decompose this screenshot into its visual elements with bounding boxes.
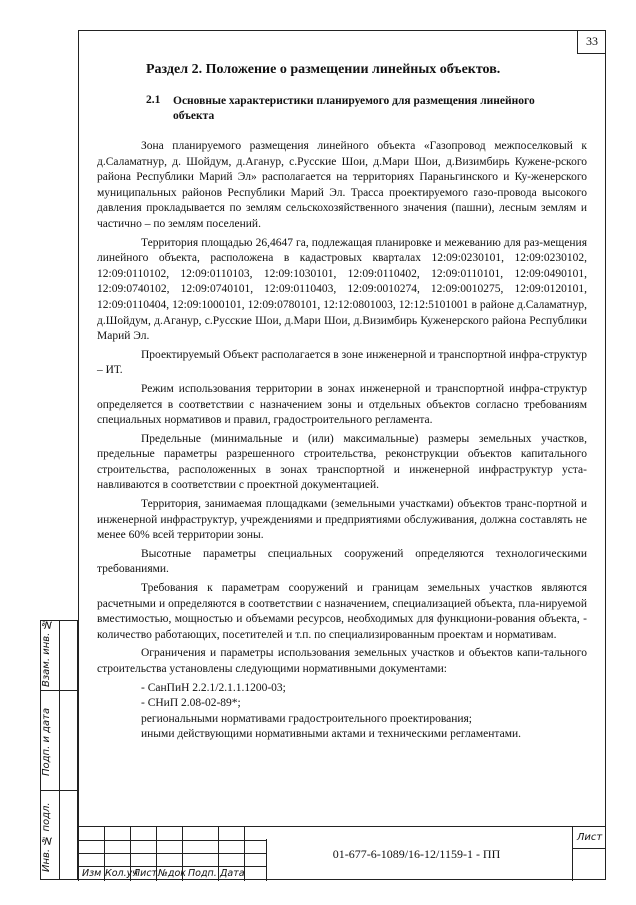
paragraph: Предельные (минимальные и (или) максимальные) размеры земельных участков, предельные параметры разрешенного строительства, реконструкции объектов капитального строительства, расположенных в зонах транспортной и инженерной инфраструктур уста-навливаются в соответствии с проектной документацией. bbox=[97, 432, 587, 492]
subsection-title: Основные характеристики планируемого для размещения линейного объекта bbox=[173, 95, 535, 122]
side-label-inventory: Инв. № подл. bbox=[41, 802, 52, 872]
paragraph: Режим использования территории в зонах инженерной и транспортной инфра-структур определяется в соответствии с назначением зоны и отдельных объектов согласно требованиям специальных нормативов и правил, градостроительного регламента. bbox=[97, 382, 587, 427]
list-item: - СНиП 2.08-02-89*; bbox=[141, 697, 241, 710]
paragraph: Территория, занимаемая площадками (земельными участками) объектов транс-портной и инженерной инфраструктур, учреждениями и предприятиями обслуживания, должна составлять не менее 60% всей территории зоны. bbox=[97, 498, 587, 542]
side-stamp-strip bbox=[40, 620, 78, 880]
list-item: региональными нормативами градостроительного проектирования; bbox=[141, 712, 473, 725]
sheet-box bbox=[572, 827, 606, 881]
page-number: 33 bbox=[577, 30, 606, 54]
section-title: Раздел 2. Положение о размещении линейных объектов. bbox=[146, 62, 501, 77]
paragraph: Зона планируемого размещения линейного объекта «Газопровод межпоселковый к д.Саламатнур, д. Шойдум, д.Агануp, с.Русские Шои, д.Мари Шои, д.Визимбирь Кужене-рского района Республики Марий Эл» располагается на территориях Параньгинского и Ку-женерского муниципальных районов Республики Марий Эл. Трасса проектируемого газо-провода высокого давления прокладывается по землям сельскохозяйственного значения (пашни), лесным землям и частично – по землям поселений. bbox=[97, 140, 587, 230]
revision-grid bbox=[78, 827, 266, 881]
paragraph: Высотные параметры специальных сооружений определяются технологическими требованиями. bbox=[97, 547, 587, 576]
paragraph: Ограничения и параметры использования земельных участков и объектов капи-тального строительства установлены следующими нормативными документами: bbox=[97, 647, 587, 675]
sheet-label: Лист bbox=[573, 827, 606, 849]
header-date: Дата bbox=[220, 868, 245, 879]
document-code: 01-677-6-1089/16-12/1159-1 - ПП bbox=[266, 839, 566, 881]
side-label-signature-date: Подп. и дата bbox=[41, 707, 52, 777]
title-block bbox=[78, 826, 606, 880]
list-item: иными действующими нормативными актами и техническими регламентами. bbox=[141, 728, 522, 741]
paragraph: Территория площадью 26,4647 га, подлежащая планировке и межеванию для раз-мещения линейного объекта, расположена в кадастровых кварталах 12:09:0230101, 12:09:0230102, 12:09:0110102, 12:09:0110103, 12:09:1030101, 12:09:0110402, 12:09:0110101, 12:09:0490101, 12:09:0740102, 12:09:0740101, 12:09:0110403, 12:09:0010274, 12:09:0010275, 12:09:0120101, 12:09:0110404, 12:09:1000101, 12:09:0780101, 12:12:0801003, 12:12:5101001 в районе д.Саламатнур, д.Шойдум, д.Агануp, с.Русские Шои, д.Мари Шои, д.Визимбирь Куженерского района Республики Марий Эл. bbox=[97, 236, 587, 343]
header-koluch: Кол.уч bbox=[105, 868, 138, 879]
subsection-number: 2.1 bbox=[146, 94, 161, 106]
paragraph: Проектируемый Объект располагается в зоне инженерной и транспортной инфра-структур – ИТ. bbox=[97, 348, 587, 377]
paragraph: Требования к параметрам сооружений и границам земельных участков являются расчетными и определяются в соответствии с назначением, специализацией объекта, пла-нируемой вместимостью, мощностью и объемами ресурсов, необходимых для функциони-рования объекта, - количество работающих, посетителей и т.п. по специализированным проектам и нормативам. bbox=[97, 582, 587, 641]
header-list: Лист bbox=[133, 868, 158, 879]
header-podp: Подп. bbox=[188, 868, 217, 879]
side-label-replacement: Взам. инв. № bbox=[41, 618, 52, 687]
header-ndok: №док bbox=[158, 868, 186, 879]
document-body bbox=[97, 139, 587, 743]
list-item: - СанПиН 2.2.1/2.1.1.1200-03; bbox=[141, 681, 286, 694]
header-izm: Изм bbox=[82, 868, 102, 879]
